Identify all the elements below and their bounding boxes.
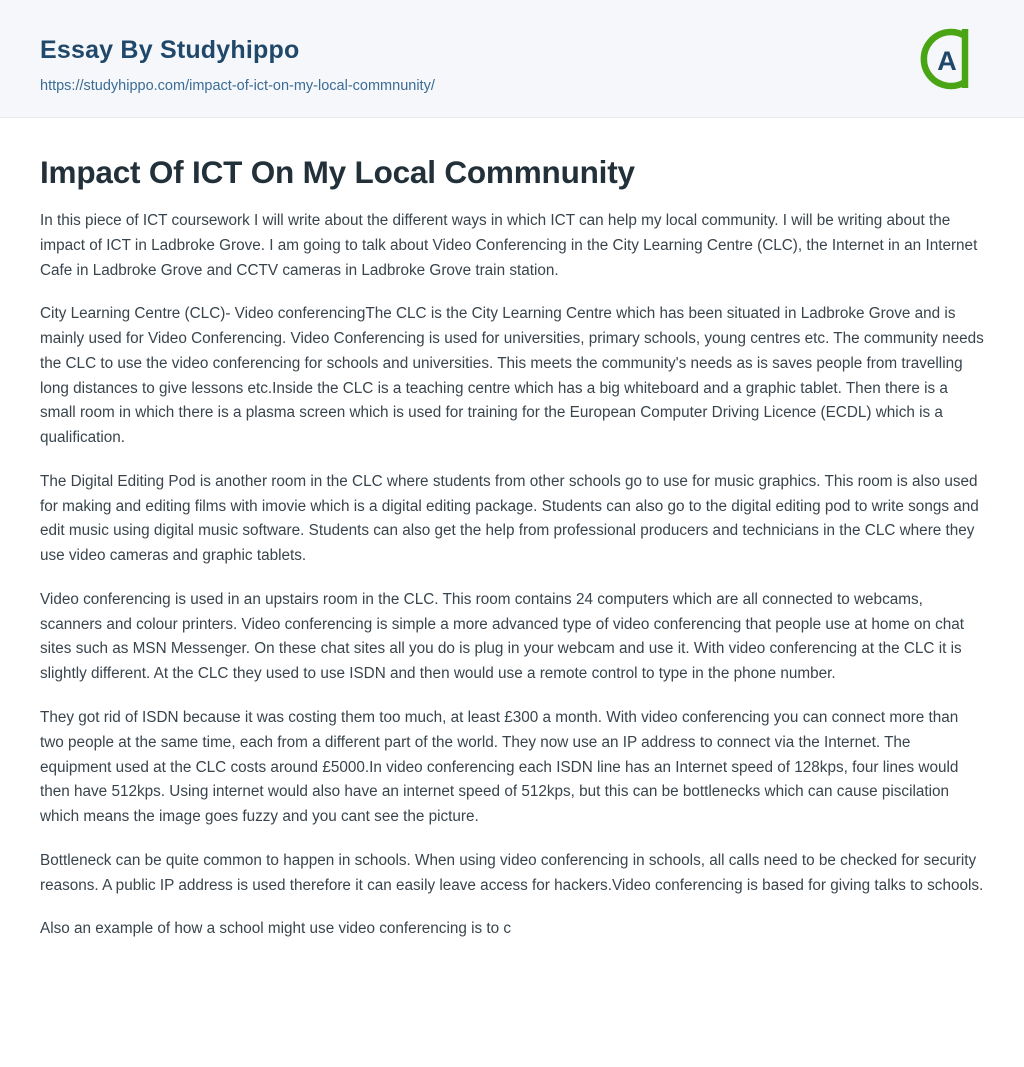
paragraph: In this piece of ICT coursework I will write about the different ways in which ICT can help my local community. I will be writing about the impact of ICT in Ladbroke Grove. I am going to talk about Video Conferencing in the City Learning Centre (CLC), the Internet in an Internet Cafe in Ladbroke Grove and CCTV cameras in Ladbroke Grove train station.: [40, 212, 978, 279]
brand-title: Essay By Studyhippo: [40, 36, 300, 64]
site-header: [0, 0, 1024, 118]
document-body: [0, 118, 1024, 982]
paragraph: Bottleneck can be quite common to happen in schools. When using video conferencing in schools, all calls need to be checked for security reasons. A public IP address is used therefore it can easily leave access for hackers.Video conferencing is based for giving talks to schools.: [40, 851, 984, 894]
source-url-link[interactable]: https://studyhippo.com/impact-of-ict-on-my-local-commnunity/: [40, 78, 435, 94]
paragraph: They got rid of ISDN because it was costing them too much, at least £300 a month. With video conferencing you can connect more than two people at the same time, each from a different part of the world. They now use an IP address to connect via the Internet. The equipment used at the CLC costs around £5000.In video conferencing each ISDN line has an Internet speed of 128kps, four lines would then have 512kps. Using internet would also have an internet speed of 512kps, but this can be bottlenecks which can cause piscilation which means the image goes fuzzy and you cant see the picture.: [40, 709, 959, 826]
paragraph: Video conferencing is used in an upstairs room in the CLC. This room contains 24 computers which are all connected to webcams, scanners and colour printers. Video conferencing is simple a more advanced type of video conferencing that people use at home on chat sites such as MSN Messenger. On these chat sites all you do is plug in your webcam and use it. With video conferencing at the CLC it is slightly different. At the CLC they used to use ISDN and then would use a remote control to type in the phone number.: [40, 590, 965, 683]
page-title: Impact Of ICT On My Local Commnunity: [40, 154, 635, 190]
brand-block: [40, 38, 435, 95]
letter-a-circle-logo-icon: [910, 22, 984, 96]
paragraph: City Learning Centre (CLC)- Video conferencingThe CLC is the City Learning Centre which has been situated in Ladbroke Grove and is mainly used for Video Conferencing. Video Conferencing is used for universities, primary schools, young centres etc. The community needs the CLC to use the video conferencing for schools and universities. This meets the community's needs as is saves people from travelling long distances to give lessons etc.Inside the CLC is a teaching centre which has a big whiteboard and a graphic tablet. Then there is a small room in which there is a plasma screen which is used for training for the European Computer Driving Licence (ECDL) which is a qualification.: [40, 305, 984, 447]
paragraph: Also an example of how a school might use video conferencing is to c: [40, 920, 512, 938]
paragraph: The Digital Editing Pod is another room in the CLC where students from other schools go to use for music graphics. This room is also used for making and editing films with imovie which is a digital editing package. Students can also go to the digital editing pod to write songs and edit music using digital music software. Students can also get the help from professional producers and technicians in the CLC where they use video cameras and graphic tablets.: [40, 472, 979, 565]
svg-text:A: A: [937, 46, 957, 76]
